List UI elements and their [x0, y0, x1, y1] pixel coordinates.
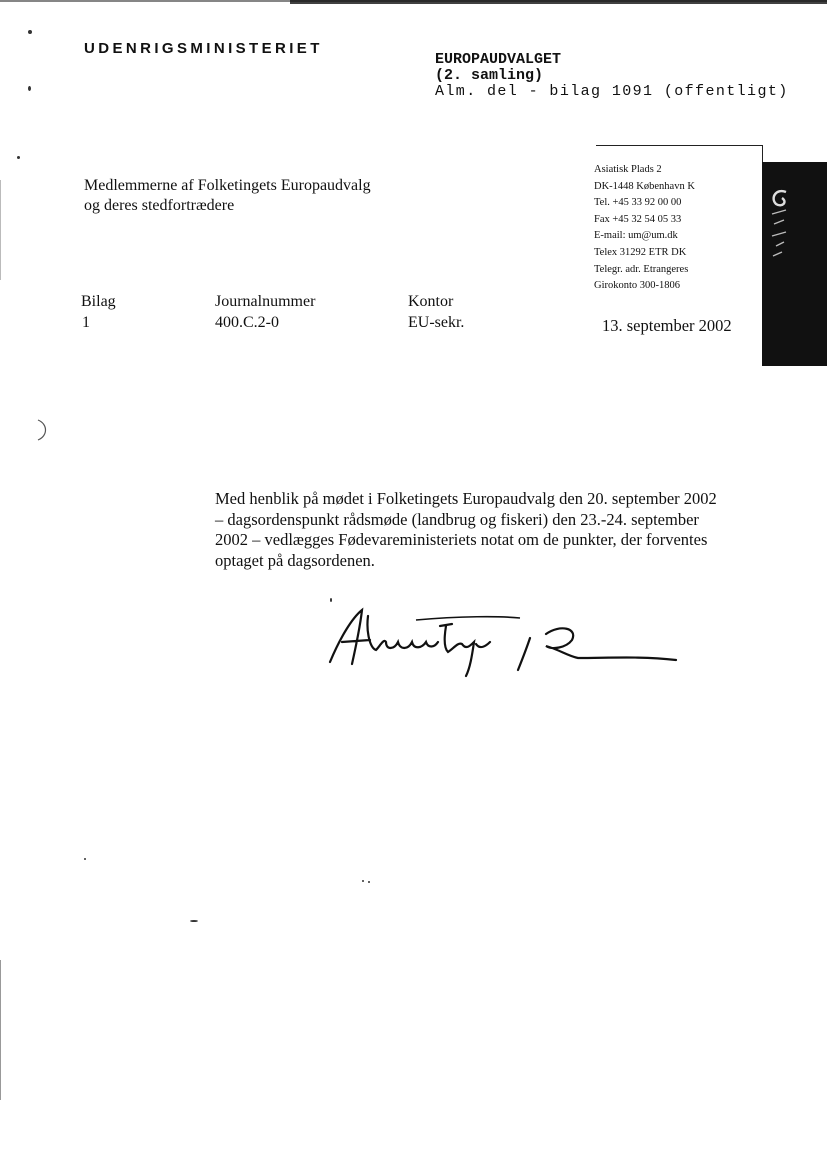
ministry-header: UDENRIGSMINISTERIET: [84, 40, 323, 57]
recipient-line-2: og deres stedfortrædere: [84, 197, 235, 214]
scan-speck: [84, 858, 86, 860]
signature-image: [320, 598, 680, 678]
recipient: [84, 176, 371, 216]
address-line: Asiatisk Plads 2: [594, 164, 662, 175]
address-line: E-mail: um@um.dk: [594, 230, 678, 242]
body-line: optaget på dagsordenen.: [215, 550, 375, 570]
address-line: Fax +45 32 54 05 33: [594, 213, 682, 225]
stamp-line-2: (2. samling): [435, 67, 544, 84]
bilag-value: 1: [82, 314, 90, 331]
committee-stamp: [435, 52, 789, 100]
scan-left-edge: [0, 180, 1, 280]
journal-value: 400.C.2-0: [215, 314, 279, 331]
body-line: Med henblik på mødet i Folketingets Europaudvalg den 20. september 2002: [215, 489, 717, 508]
address-line: Girokonto 300-1806: [594, 280, 681, 292]
scan-top-edge-dark: [290, 0, 827, 4]
tab-emblem-icon: [768, 180, 790, 270]
scan-speck: [28, 30, 32, 34]
recipient-line-1: Medlemmerne af Folketingets Europaudvalg: [84, 177, 371, 194]
stamp-line-1: EUROPAUDVALGET: [435, 51, 562, 68]
kontor-value: EU-sekr.: [408, 314, 465, 331]
bilag-label: Bilag: [81, 293, 116, 310]
address-line: Tel. +45 33 92 00 00: [594, 197, 682, 209]
sender-address: [594, 162, 695, 295]
address-line: Telex 31292 ETR DK: [594, 246, 687, 258]
body-line: 2002 – vedlægges Fødevareministeriets notat om de punkter, der forventes: [215, 530, 708, 550]
letter-body: [215, 489, 775, 571]
address-rule: [596, 145, 762, 146]
scan-speck: [330, 598, 332, 602]
scan-speck: [28, 86, 31, 91]
scan-speck: [362, 880, 364, 882]
scan-speck: [368, 881, 370, 883]
address-line: Telegr. adr. Etrangeres: [594, 263, 689, 275]
stamp-line-3: Alm. del - bilag 1091 (offentligt): [435, 83, 789, 100]
kontor-label: Kontor: [408, 293, 454, 310]
address-line: DK-1448 København K: [594, 180, 695, 192]
body-line: – dagsordenspunkt rådsmøde (landbrug og fiskeri) den 23.-24. september: [215, 509, 699, 529]
scan-mark: [34, 418, 54, 442]
address-rule-corner: [762, 145, 763, 163]
scan-speck: [190, 920, 198, 922]
scan-left-edge: [0, 960, 1, 1100]
letter-date: 13. september 2002: [602, 316, 732, 335]
journal-label: Journalnummer: [215, 293, 316, 310]
scan-speck: [17, 156, 20, 159]
